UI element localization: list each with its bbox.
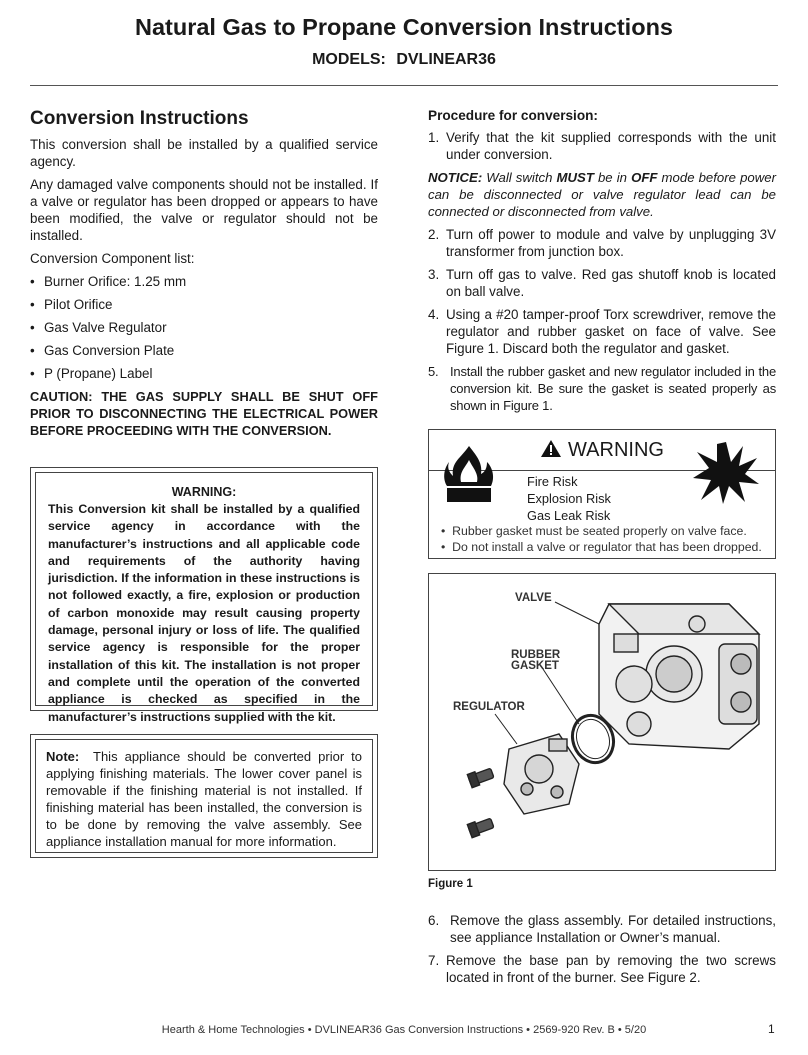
hazard-title: WARNING xyxy=(568,439,664,461)
models-line: MODELS: DVLINEAR36 xyxy=(312,51,496,68)
hazard-bullet: • Rubber gasket must be seated properly on valve face. xyxy=(441,524,747,538)
list-item: • Gas Conversion Plate xyxy=(30,343,175,358)
component-list-title: Conversion Component list: xyxy=(30,251,195,266)
notice-text: NOTICE: Wall switch MUST be in OFF mode before power can be disconnected or valve regulator lead can be connected or disconnected from valve. xyxy=(428,170,776,219)
step-2: 2. Turn off power to module and valve by unplugging 3V transformer from junction box. xyxy=(428,227,776,259)
label-valve: VALVE xyxy=(515,592,552,604)
figure-1-box xyxy=(428,573,776,871)
page-title: Natural Gas to Propane Conversion Instructions xyxy=(135,14,673,40)
warning-box xyxy=(30,467,378,724)
left-column xyxy=(30,108,378,439)
note-box xyxy=(30,734,378,858)
section-heading: Conversion Instructions xyxy=(30,108,249,129)
list-item: • Gas Valve Regulator xyxy=(30,320,167,335)
step-1: 1. Verify that the kit supplied corresponds with the unit under conversion. xyxy=(428,130,776,162)
warning-box-title: WARNING: xyxy=(171,485,237,499)
paragraph-damaged: Any damaged valve components should not be installed. If a valve or regulator has been dropped or appears to have been modified, the valve or regulator should not be installed. xyxy=(30,177,378,243)
risk-list xyxy=(527,473,611,524)
risk-item: Explosion Risk xyxy=(527,491,611,506)
step-5: 5. Install the rubber gasket and new regulator included in the conversion kit. Be sure the gasket is seated properly as shown in Figure 1. xyxy=(428,364,776,413)
procedure-heading: Procedure for conversion: xyxy=(428,108,598,123)
right-column xyxy=(428,108,776,420)
hazard-warning-box xyxy=(428,429,776,559)
list-item: • Pilot Orifice xyxy=(30,297,113,312)
step-3: 3. Turn off gas to valve. Red gas shutoff knob is located on ball valve. xyxy=(428,267,776,299)
note-text: Note: This appliance should be converted prior to applying finishing materials. The lower cover panel is removable if the finishing material is not installed. If finishing material has been installed, the conversion is to be done by removing the valve assembly. See appliance installation manual for more information. xyxy=(46,749,362,849)
figure-caption: Figure 1 xyxy=(428,878,473,890)
step-4: 4. Using a #20 tamper-proof Torx screwdriver, remove the regulator and rubber gasket on face of valve. See Figure 1. Discard both the regulator and gasket. xyxy=(428,307,776,356)
warning-box-text: This Conversion kit shall be installed by a qualified service agency in accordance with the manufacturer’s instructions and all applicable code and requirements of the authority having jurisdiction. If the information in these instructions is not followed exactly, a fire, explosion or production of carbon monoxide may result causing property damage, personal injury or loss of life. The qualified service agency is responsible for the proper installation of this kit. The installation is not proper and complete until the operation of the converted appliance is checked as specified in the manufacturer’s instructions supplied with the kit. xyxy=(48,502,360,724)
page-number: 1 xyxy=(768,1022,775,1036)
label-regulator: REGULATOR xyxy=(453,701,525,713)
step-6: 6. Remove the glass assembly. For detailed instructions, see appliance Installation or Owner’s manual. xyxy=(428,913,776,945)
caution-text: CAUTION: THE GAS SUPPLY SHALL BE SHUT OFF PRIOR TO DISCONNECTING THE ELECTRICAL POWER BEFORE PROCEEDING WITH THE CONVERSION. xyxy=(30,389,378,438)
paragraph-qualified: This conversion shall be installed by a qualified service agency. xyxy=(30,137,378,169)
fire-icon xyxy=(441,444,497,510)
step-7: 7. Remove the base pan by removing the two screws located in front of the burner. See Figure 2. xyxy=(428,953,776,985)
explosion-icon xyxy=(691,440,761,506)
warning-triangle-icon xyxy=(540,439,562,458)
valve-assembly-illustration xyxy=(429,574,775,870)
right-column-continued xyxy=(428,912,776,992)
note-label: Note: xyxy=(46,749,80,764)
list-item: • P (Propane) Label xyxy=(30,366,153,381)
header-divider xyxy=(30,85,778,86)
label-rubber-gasket: RUBBER GASKET xyxy=(511,649,561,672)
list-item: • Burner Orifice: 1.25 mm xyxy=(30,274,187,289)
risk-item: Fire Risk xyxy=(527,474,578,489)
footer-text: Hearth & Home Technologies • DVLINEAR36 Gas Conversion Instructions • 2569-920 Rev. B • 5/20 xyxy=(161,1024,647,1036)
hazard-bullet: • Do not install a valve or regulator that has been dropped. xyxy=(441,540,762,554)
risk-item: Gas Leak Risk xyxy=(527,508,611,523)
